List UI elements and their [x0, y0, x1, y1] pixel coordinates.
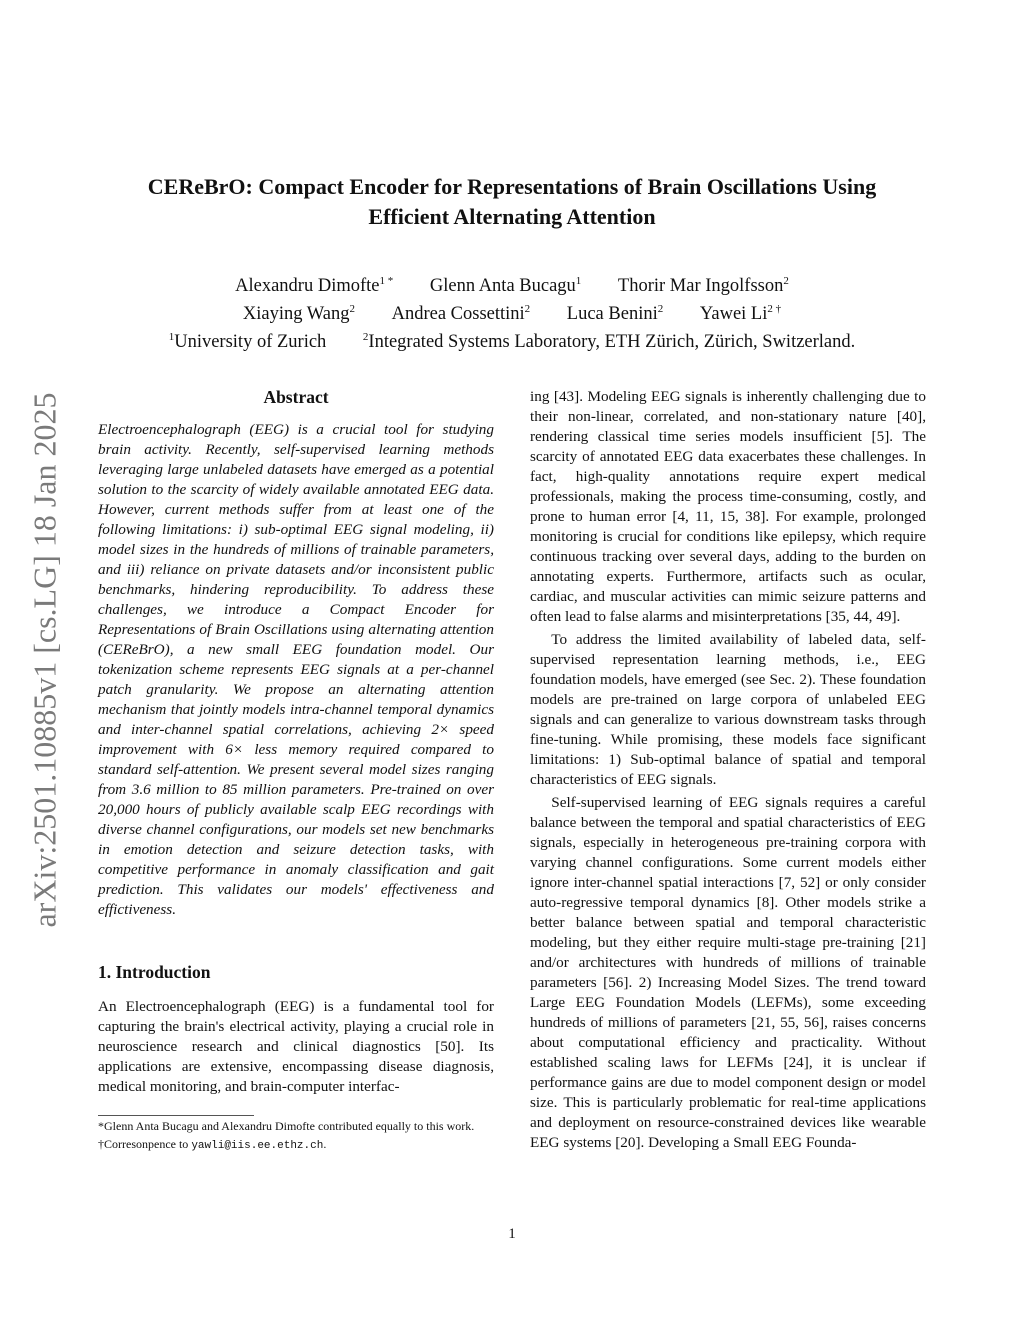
author: Yawei $Li^{2 \dagger}$: [699, 303, 782, 325]
right-column: [530, 387, 926, 1153]
affiliation: $^1$University of Zurich: [168, 331, 327, 353]
author-block: [100, 270, 924, 354]
paper-title: CEReBrO: Compact Encoder for Representations of Brain Oscillations Using Efficient Alternating Attention: [147, 174, 877, 229]
abstract-text: Electroencephalograph (EEG) is a crucial tool for studying brain activity. Recently, self-supervised learning methods leveraging large unlabeled datasets have emerged as a potential solution to the scarcity of widely available annotated EEG data. However, current methods suffer from at least one of the following limitations: i) sub-optimal EEG signal modeling, ii) model sizes in the hundreds of millions of trainable parameters, and iii) reliance on private datasets and/or inconsistent public benchmarks, hindering reproducibility. To address these challenges, we introduce a Compact Encoder for Representations of Brain Oscillations using alternating attention (CEReBrO), a new small EEG foundation model. Our tokenization scheme represents EEG signals at a per-channel patch granularity. We propose an alternating attention mechanism that jointly models intra-channel temporal dynamics and inter-channel spatial correlations, achieving 2× speed improvement with 6× less memory required compared to standard self-attention. We present several model sizes ranging from 3.6 million to 85 million parameters. Pre-trained on over 20,000 hours of publicly available scalp EEG recordings with diverse channel configurations, our models set new benchmarks in emotion detection and seizure detection tasks, with competitive performance in anomaly classification and gait prediction. This validates our models' effectiveness and effictiveness.: [98, 421, 494, 918]
page-number: 1: [508, 1226, 516, 1242]
author: Andrea Cossettini$^2$: [391, 303, 531, 325]
email-link[interactable]: yawli@iis.ee.ethz.ch: [191, 1140, 324, 1152]
intro-paragraph: ing [43]. Modeling EEG signals is inherently challenging due to their non-linear, correlated, and non-stationary nature [40], rendering classical time series models insufficient [5]. The scarcity of annotated EEG data exacerbates these challenges. In fact, high-quality annotations require expert medical professionals, making the process time-consuming, costly, and prone to human error [4, 11, 15, 38]. For example, prolonged monitoring is crucial for conditions like epilepsy, which require continuous tracking over several days, adding to the burden on annotating experts. Furthermore, artifacts such as ocular, cardiac, and muscular activities can mimic seizure patterns and often lead to false alarms and misinterpretations [35, 44, 49].: [530, 388, 926, 625]
author: Xiaying Wang$^2$: [242, 303, 355, 325]
arxiv-identifier: arXiv:2501.10885v1 [cs.LG] 18 Jan 2025: [26, 392, 63, 928]
introduction-heading: 1. Introduction: [98, 962, 211, 982]
author: Thorir Mar Ingolfsson$^2$: [617, 275, 789, 297]
intro-paragraph: To address the limited availability of labeled data, self-supervised representation learning methods, i.e., EEG foundation models, have emerged (see Sec. 2). These foundation models are pre-trained on large corpora of unlabeled EEG signals and can generalize to various downstream tasks through fine-tuning. While promising, these models face significant limitations: 1) Sub-optimal balance of spatial and temporal characteristics of EEG signals.: [530, 631, 926, 788]
author: Glenn Anta Bucagu$^1$: [429, 275, 582, 297]
abstract-heading: Abstract: [263, 387, 329, 407]
author: Alexandru Dimofte$^{1 *}$: [235, 275, 394, 297]
intro-paragraph: An Electroencephalograph (EEG) is a fundamental tool for capturing the brain's electrical activity, playing a crucial role in neuroscience research and clinical diagnostics [50]. Its applications are extensive, encompassing disease diagnosis, medical monitoring, and brain-computer interfac-: [98, 998, 494, 1095]
footnote-equal-contribution: *Glenn Anta Bucagu and Alexandru Dimofte contributed equally to this work.: [98, 1119, 475, 1133]
left-column: [98, 387, 494, 1154]
intro-paragraph: Self-supervised learning of EEG signals requires a careful balance between the temporal and spatial characteristics of EEG signals, especially in heterogeneous pre-training corpora with varying channel configurations. Some current models either ignore inter-channel spatial interactions [7, 52] or only consider auto-regressive temporal dynamics [8]. Other models strike a better balance between spatial and temporal characteristic modeling, but they either require multi-stage pre-training [21] and/or architectures with hundreds of millions of trainable parameters [56]. 2) Increasing Model Sizes. The trend toward Large EEG Foundation Models (LEFMs), some exceeding hundreds of millions of parameters [21, 55, 56], raises concerns about computational efficiency and practicality. Without established scaling laws for LEFMs [24], it is unclear if performance gains are due to model component design or model size. This is particularly problematic for real-time applications and deployment on resource-constrained devices like wearable EEG systems [20]. Developing a Small EEG Founda-: [530, 794, 926, 1151]
affiliation: $^2$Integrated Systems Laboratory, ETH Zürich, Zürich, Switzerland.: [362, 331, 856, 353]
footnote-rule: [98, 1115, 254, 1116]
footnote-correspondence: †Corresonpence to yawli@iis.ee.ethz.ch.: [98, 1137, 327, 1152]
author: Luca Benini$^2$: [566, 303, 664, 325]
